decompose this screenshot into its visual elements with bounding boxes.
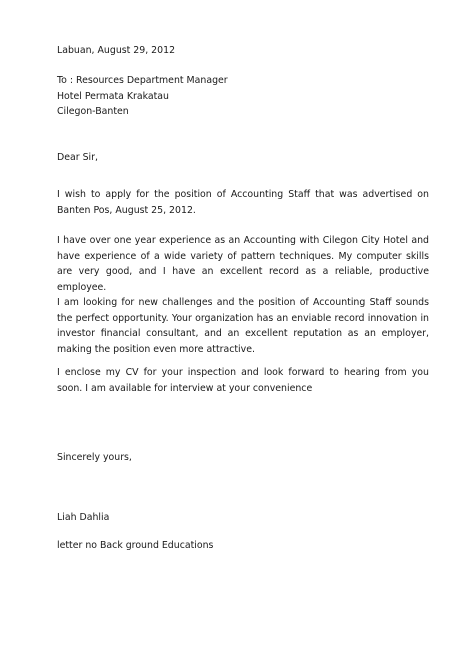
paragraph-4: I enclose my CV for your inspection and look forward to hearing from you soon. I am available for interview at your convenience [57,367,429,394]
salutation-text: Dear Sir, [57,152,98,163]
date-text: Labuan, August 29, 2012 [57,45,176,56]
recipient-line-3: Cilegon-Banten [57,106,129,117]
closing-text: Sincerely yours, [57,452,132,463]
footnote-text: letter no Back ground Educations [57,540,214,551]
signature [57,510,109,526]
paragraph-1: I wish to apply for the position of Accounting Staff that was advertised on Banten Pos, August 25, 2012. [57,189,429,216]
salutation [57,150,98,166]
signature-name: Liah Dahlia [57,512,110,523]
closing [57,450,132,466]
footnote [57,538,213,554]
recipient-line-2: Hotel Permata Krakatau [57,90,169,102]
recipient-line-1: To : Resources Department Manager [57,75,228,86]
letter-date [57,43,175,59]
paragraph-2: I have over one year experience as an Accounting with Cilegon City Hotel and have experience of a wide variety of pattern techniques. My computer skills are very good, and I have an excellent record as a reliable, productive employee. [57,235,429,293]
paragraph-3: I am looking for new challenges and the position of Accounting Staff sounds the perfect opportunity. Your organization has an enviable record innovation in investor financial consultant, and an excellent reputation as an employer, making the position even more attractive. [57,297,429,355]
recipient-address [57,73,228,120]
